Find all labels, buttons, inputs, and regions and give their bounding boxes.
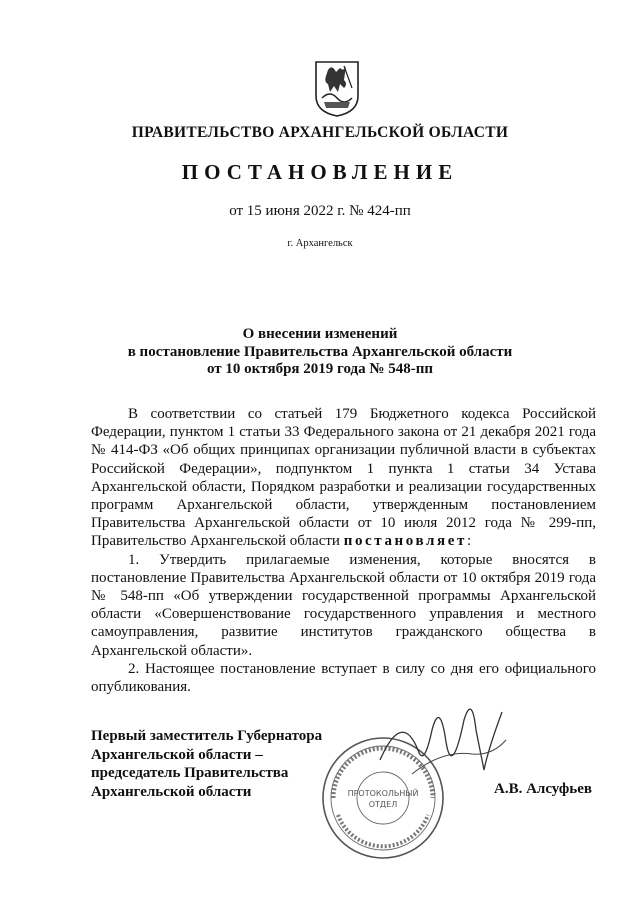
preamble-text: В соответствии со статьей 179 Бюджетного кодекса Российской Федерации, пунктом 1 статьи 33 Федерального закона от 21 декабря 2021 года № 414-ФЗ «Об общих принципах организации публичной власти в субъектах Российской Федерации», подпунктом 1 пункта 1 статьи 34 Устава Архангельской области, Порядком разработки и реализации государственных программ Архангельской области, утвержденным постановлением Правительства Архангельской области от 10 июля 2012 года № 299-пп, Правительство Архангельской области bbox=[91, 406, 596, 550]
title-line-2: в постановление Правительства Архангельской области bbox=[127, 343, 513, 360]
position-line-1: Первый заместитель Губернатора bbox=[91, 728, 323, 744]
preamble-colon: : bbox=[466, 533, 472, 550]
document-title bbox=[0, 326, 640, 379]
government-name: ПРАВИТЕЛЬСТВО АРХАНГЕЛЬСКОЙ ОБЛАСТИ bbox=[131, 124, 509, 141]
clause-2: 2. Настоящее постановление вступает в силу со дня его официального опубликования. bbox=[91, 660, 596, 696]
signatory-position bbox=[91, 727, 351, 801]
position-line-3: председатель Правительства bbox=[91, 765, 289, 781]
document-city: г. Архангельск bbox=[287, 238, 353, 249]
coat-of-arms-icon bbox=[314, 58, 360, 118]
handwritten-signature bbox=[372, 690, 512, 785]
stamp-inner-line-2: ОТДЕЛ bbox=[368, 800, 398, 809]
document-body bbox=[91, 405, 596, 696]
position-line-4: Архангельской области bbox=[91, 783, 252, 800]
position-line-2: Архангельской области – bbox=[91, 746, 263, 763]
document-type: ПОСТАНОВЛЕНИЕ bbox=[181, 160, 459, 184]
document-date-number: от 15 июня 2022 г. № 424-пп bbox=[229, 203, 411, 219]
stamp-inner-line-1: ПРОТОКОЛЬНЫЙ bbox=[347, 789, 419, 798]
title-line-1: О внесении изменений bbox=[242, 326, 398, 342]
title-line-3: от 10 октября 2019 года № 548-пп bbox=[206, 361, 433, 377]
clause-1: 1. Утвердить прилагаемые изменения, которые вносятся в постановление Правительства Архангельской области от 10 октября 2019 года № 548-пп «Об утверждении государственной программы Архангельской области «Совершенствование государственного управления и местного самоуправления, развитие институтов гражданского общества в Архангельской области». bbox=[91, 551, 596, 659]
signatory-name: А.В. Алсуфьев bbox=[494, 781, 592, 797]
preamble-paragraph bbox=[91, 405, 596, 551]
resolution-action: постановляет bbox=[343, 533, 467, 550]
